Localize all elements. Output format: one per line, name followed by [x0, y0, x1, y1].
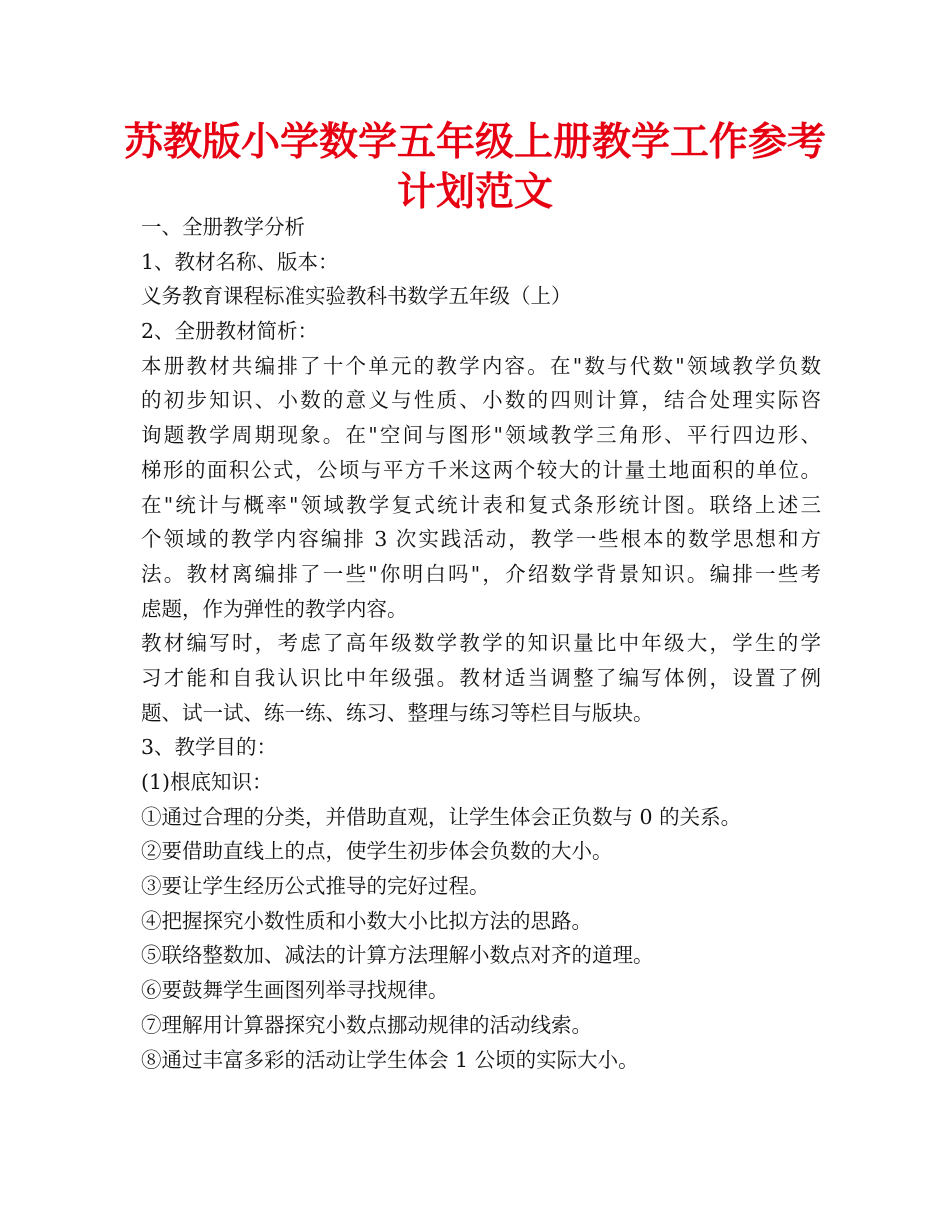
text-line: 习才能和自我认识比中年级强。教材适当调整了编写体例，设置了例	[141, 665, 821, 690]
text-line: 梯形的面积公式，公顷与平方千米这两个较大的计量土地面积的单位。	[141, 457, 821, 482]
list-item: ②要借助直线上的点，使学生初步体会负数的大小。	[141, 839, 613, 864]
text-line: 个领域的教学内容编排 3 次实践活动，教学一些根本的数学思想和方	[141, 527, 821, 552]
list-item: ⑧通过丰富多彩的活动让学生体会 1 公顷的实际大小。	[141, 1047, 639, 1072]
title-line-1: 苏教版小学数学五年级上册教学工作参考	[123, 120, 826, 165]
title-line-2: 计划范文	[396, 170, 553, 215]
text-line: 法。教材离编排了一些"你明白吗"，介绍数学背景知识。编排一些考	[141, 561, 821, 586]
text-line: 教材编写时，考虑了高年级数学教学的知识量比中年级大，学生的学	[141, 631, 821, 656]
text-line: 本册教材共编排了十个单元的教学内容。在"数与代数"领域教学负数	[141, 353, 821, 378]
list-item: ⑥要鼓舞学生画图列举寻找规律。	[141, 978, 449, 1003]
text-line: 的初步知识、小数的意义与性质、小数的四则计算，结合处理实际咨	[141, 388, 821, 413]
subsection-heading: 2、全册教材简析：	[141, 319, 319, 344]
text-line: 义务教育课程标准实验教科书数学五年级（上）	[141, 284, 572, 309]
section-heading: 一、全册教学分析	[141, 215, 305, 239]
list-item: ④把握探究小数性质和小数大小比拟方法的思路。	[141, 908, 592, 933]
document-title	[100, 118, 850, 218]
text-line: 虑题，作为弹性的教学内容。	[141, 596, 408, 621]
list-item: ⑦理解用计算器探究小数点挪动规律的活动线索。	[141, 1012, 592, 1037]
text-line: 在"统计与概率"领域教学复式统计表和复式条形统计图。联络上述三	[141, 492, 821, 517]
subsection-heading: (1)根底知识：	[141, 770, 273, 794]
text-line: 询题教学周期现象。在"空间与图形"领域教学三角形、平行四边形、	[141, 423, 821, 448]
subsection-heading: 1、教材名称、版本：	[141, 249, 339, 274]
subsection-heading: 3、教学目的：	[141, 735, 278, 760]
list-item: ①通过合理的分类，并借助直观，让学生体会正负数与 0 的关系。	[141, 804, 742, 829]
document-body	[141, 210, 821, 1077]
list-item: ③要让学生经历公式推导的完好过程。	[141, 874, 490, 899]
text-line: 题、试一试、练一练、练习、整理与练习等栏目与版块。	[141, 700, 654, 725]
list-item: ⑤联络整数加、减法的计算方法理解小数点对齐的道理。	[141, 943, 654, 968]
